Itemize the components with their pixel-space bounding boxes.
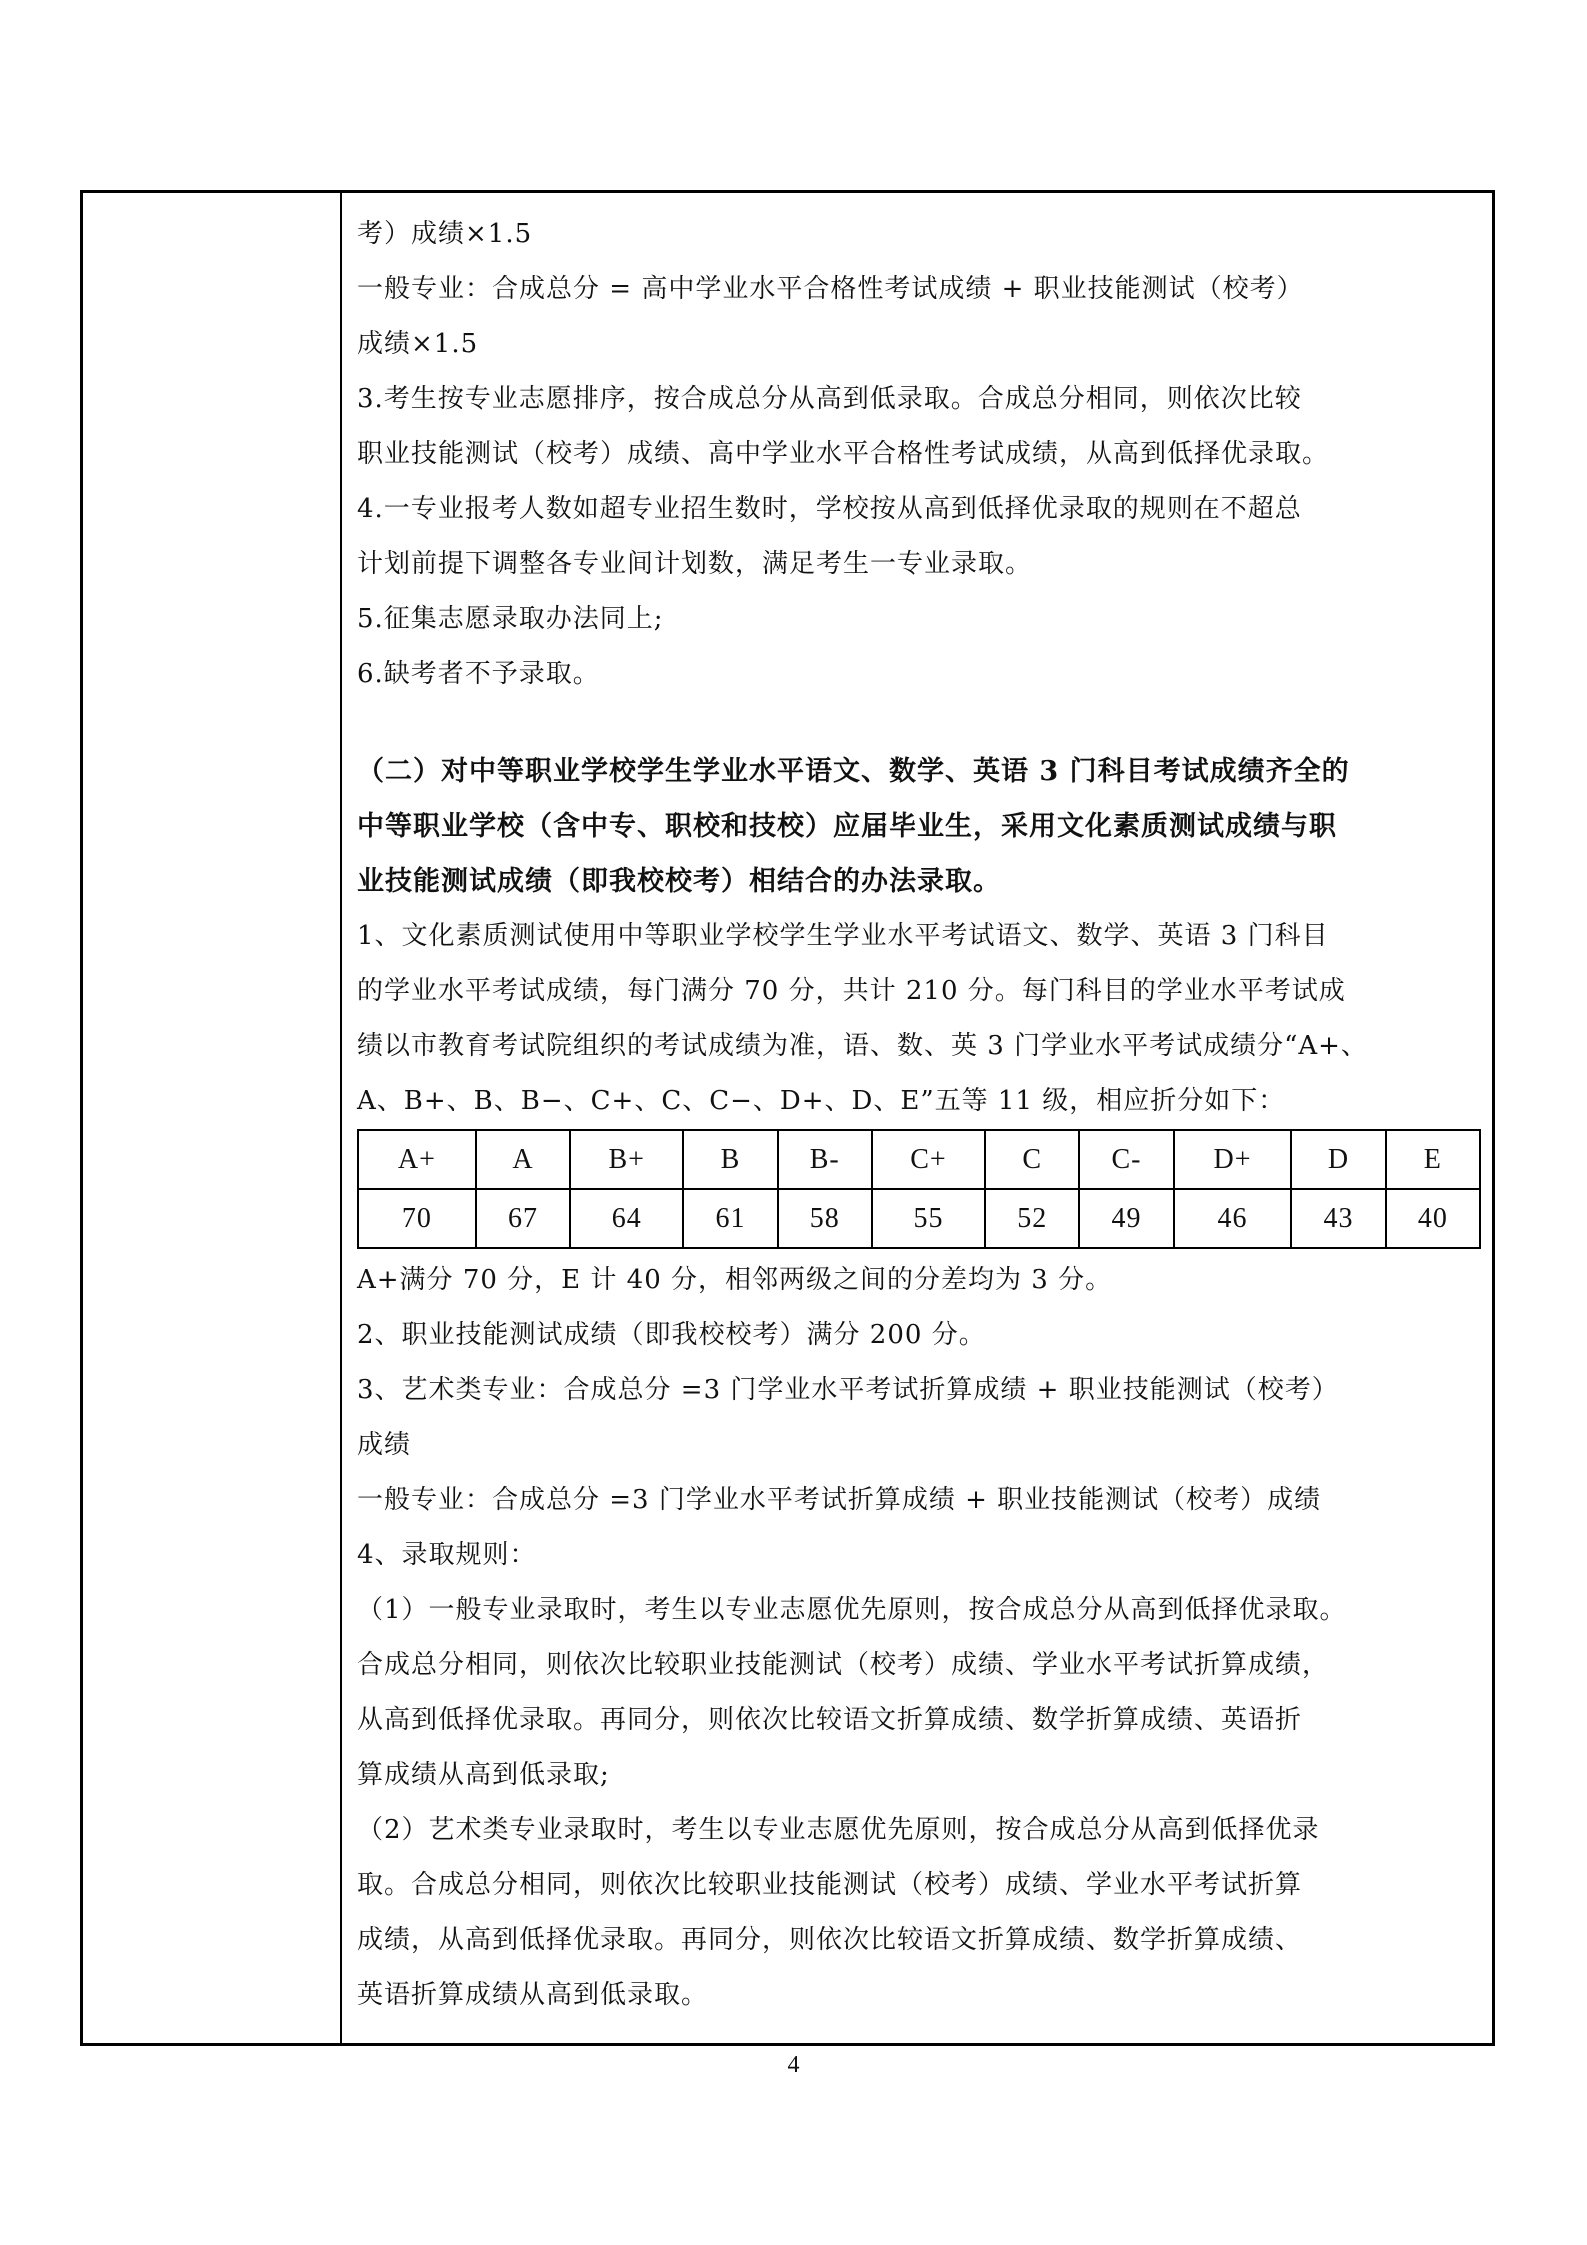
grade-row [358, 1130, 1480, 1189]
text-line: 职业技能测试（校考）成绩、高中学业水平合格性考试成绩，从高到低择优录取。 [357, 439, 1330, 469]
text-line: A、B+、B、B−、C+、C、C−、D+、D、E”五等 11 级，相应折分如下： [357, 1086, 1286, 1116]
text-line: 成绩 [357, 1430, 412, 1460]
text-line: 中等职业学校（含中专、职校和技校）应届毕业生，采用文化素质测试成绩与职 [357, 811, 1337, 842]
score-cell: 43 [1291, 1189, 1385, 1248]
score-cell: 46 [1174, 1189, 1292, 1248]
text-line: 1、文化素质测试使用中等职业学校学生学业水平考试语文、数学、英语 3 门科目 [357, 921, 1329, 951]
page-number: 4 [787, 2052, 800, 2078]
grade-cell: B [683, 1130, 777, 1189]
text-line: 3、艺术类专业：合成总分 =3 门学业水平考试折算成绩 + 职业技能测试（校考） [357, 1375, 1339, 1405]
grade-table [357, 1129, 1481, 1249]
grade-cell: A [476, 1130, 570, 1189]
text-line: 考）成绩×1.5 [357, 219, 533, 249]
table-frame [80, 190, 1495, 2046]
grade-cell: A+ [358, 1130, 476, 1189]
score-cell: 64 [570, 1189, 683, 1248]
text-line: 从高到低择优录取。再同分，则依次比较语文折算成绩、数学折算成绩、英语折 [357, 1705, 1303, 1735]
score-cell: 67 [476, 1189, 570, 1248]
content-cell [357, 207, 1482, 2023]
text-line: （2）艺术类专业录取时，考生以专业志愿优先原则，按合成总分从高到低择优录 [357, 1815, 1320, 1845]
text-line: 2、职业技能测试成绩（即我校校考）满分 200 分。 [357, 1320, 986, 1350]
text-line: 绩以市教育考试院组织的考试成绩为准，语、数、英 3 门学业水平考试成绩分“A+、 [357, 1031, 1368, 1061]
section-gap [357, 702, 1482, 744]
score-cell: 61 [683, 1189, 777, 1248]
score-row [358, 1189, 1480, 1248]
score-cell: 40 [1386, 1189, 1480, 1248]
section-heading [357, 744, 1482, 909]
grade-cell: B- [778, 1130, 872, 1189]
text-line: 4.一专业报考人数如超专业招生数时，学校按从高到低择优录取的规则在不超总 [357, 494, 1302, 524]
text-line: 计划前提下调整各专业间计划数，满足考生一专业录取。 [357, 549, 1033, 579]
score-cell: 58 [778, 1189, 872, 1248]
text-line: 英语折算成绩从高到低录取。 [357, 1980, 709, 2010]
grade-cell: C [985, 1130, 1079, 1189]
grade-cell: D+ [1174, 1130, 1292, 1189]
text-line: （二）对中等职业学校学生学业水平语文、数学、英语 3 门科目考试成绩齐全的 [357, 756, 1350, 787]
grade-cell: C- [1079, 1130, 1173, 1189]
text-line: 成绩×1.5 [357, 329, 479, 359]
grade-cell: B+ [570, 1130, 683, 1189]
text-line: 3.考生按专业志愿排序，按合成总分从高到低录取。合成总分相同，则依次比较 [357, 384, 1302, 414]
score-cell: 70 [358, 1189, 476, 1248]
text-line: A+满分 70 分，E 计 40 分，相邻两级之间的分差均为 3 分。 [357, 1265, 1113, 1295]
score-cell: 49 [1079, 1189, 1173, 1248]
middle-paragraphs [357, 909, 1482, 1129]
text-line: 一般专业：合成总分 = 高中学业水平合格性考试成绩 + 职业技能测试（校考） [357, 274, 1304, 304]
grade-cell: D [1291, 1130, 1385, 1189]
text-line: 取。合成总分相同，则依次比较职业技能测试（校考）成绩、学业水平考试折算 [357, 1870, 1303, 1900]
text-line: 合成总分相同，则依次比较职业技能测试（校考）成绩、学业水平考试折算成绩， [357, 1650, 1330, 1680]
text-line: 6.缺考者不予录取。 [357, 659, 600, 689]
bottom-paragraphs [357, 1253, 1482, 2023]
text-line: 的学业水平考试成绩，每门满分 70 分，共计 210 分。每门科目的学业水平考试成 [357, 976, 1346, 1006]
score-cell: 55 [872, 1189, 985, 1248]
text-line: 成绩，从高到低择优录取。再同分，则依次比较语文折算成绩、数学折算成绩、 [357, 1925, 1303, 1955]
text-line: 5.征集志愿录取办法同上; [357, 604, 664, 634]
text-line: 一般专业：合成总分 =3 门学业水平考试折算成绩 + 职业技能测试（校考）成绩 [357, 1485, 1322, 1515]
grade-cell: E [1386, 1130, 1480, 1189]
top-paragraphs [357, 207, 1482, 702]
text-line: （1）一般专业录取时，考生以专业志愿优先原则，按合成总分从高到低择优录取。 [357, 1595, 1347, 1625]
text-line: 业技能测试成绩（即我校校考）相结合的办法录取。 [357, 866, 1001, 897]
score-cell: 52 [985, 1189, 1079, 1248]
grade-cell: C+ [872, 1130, 985, 1189]
text-line: 算成绩从高到低录取; [357, 1760, 610, 1790]
text-line: 4、录取规则： [357, 1540, 537, 1570]
column-divider [340, 193, 342, 2043]
